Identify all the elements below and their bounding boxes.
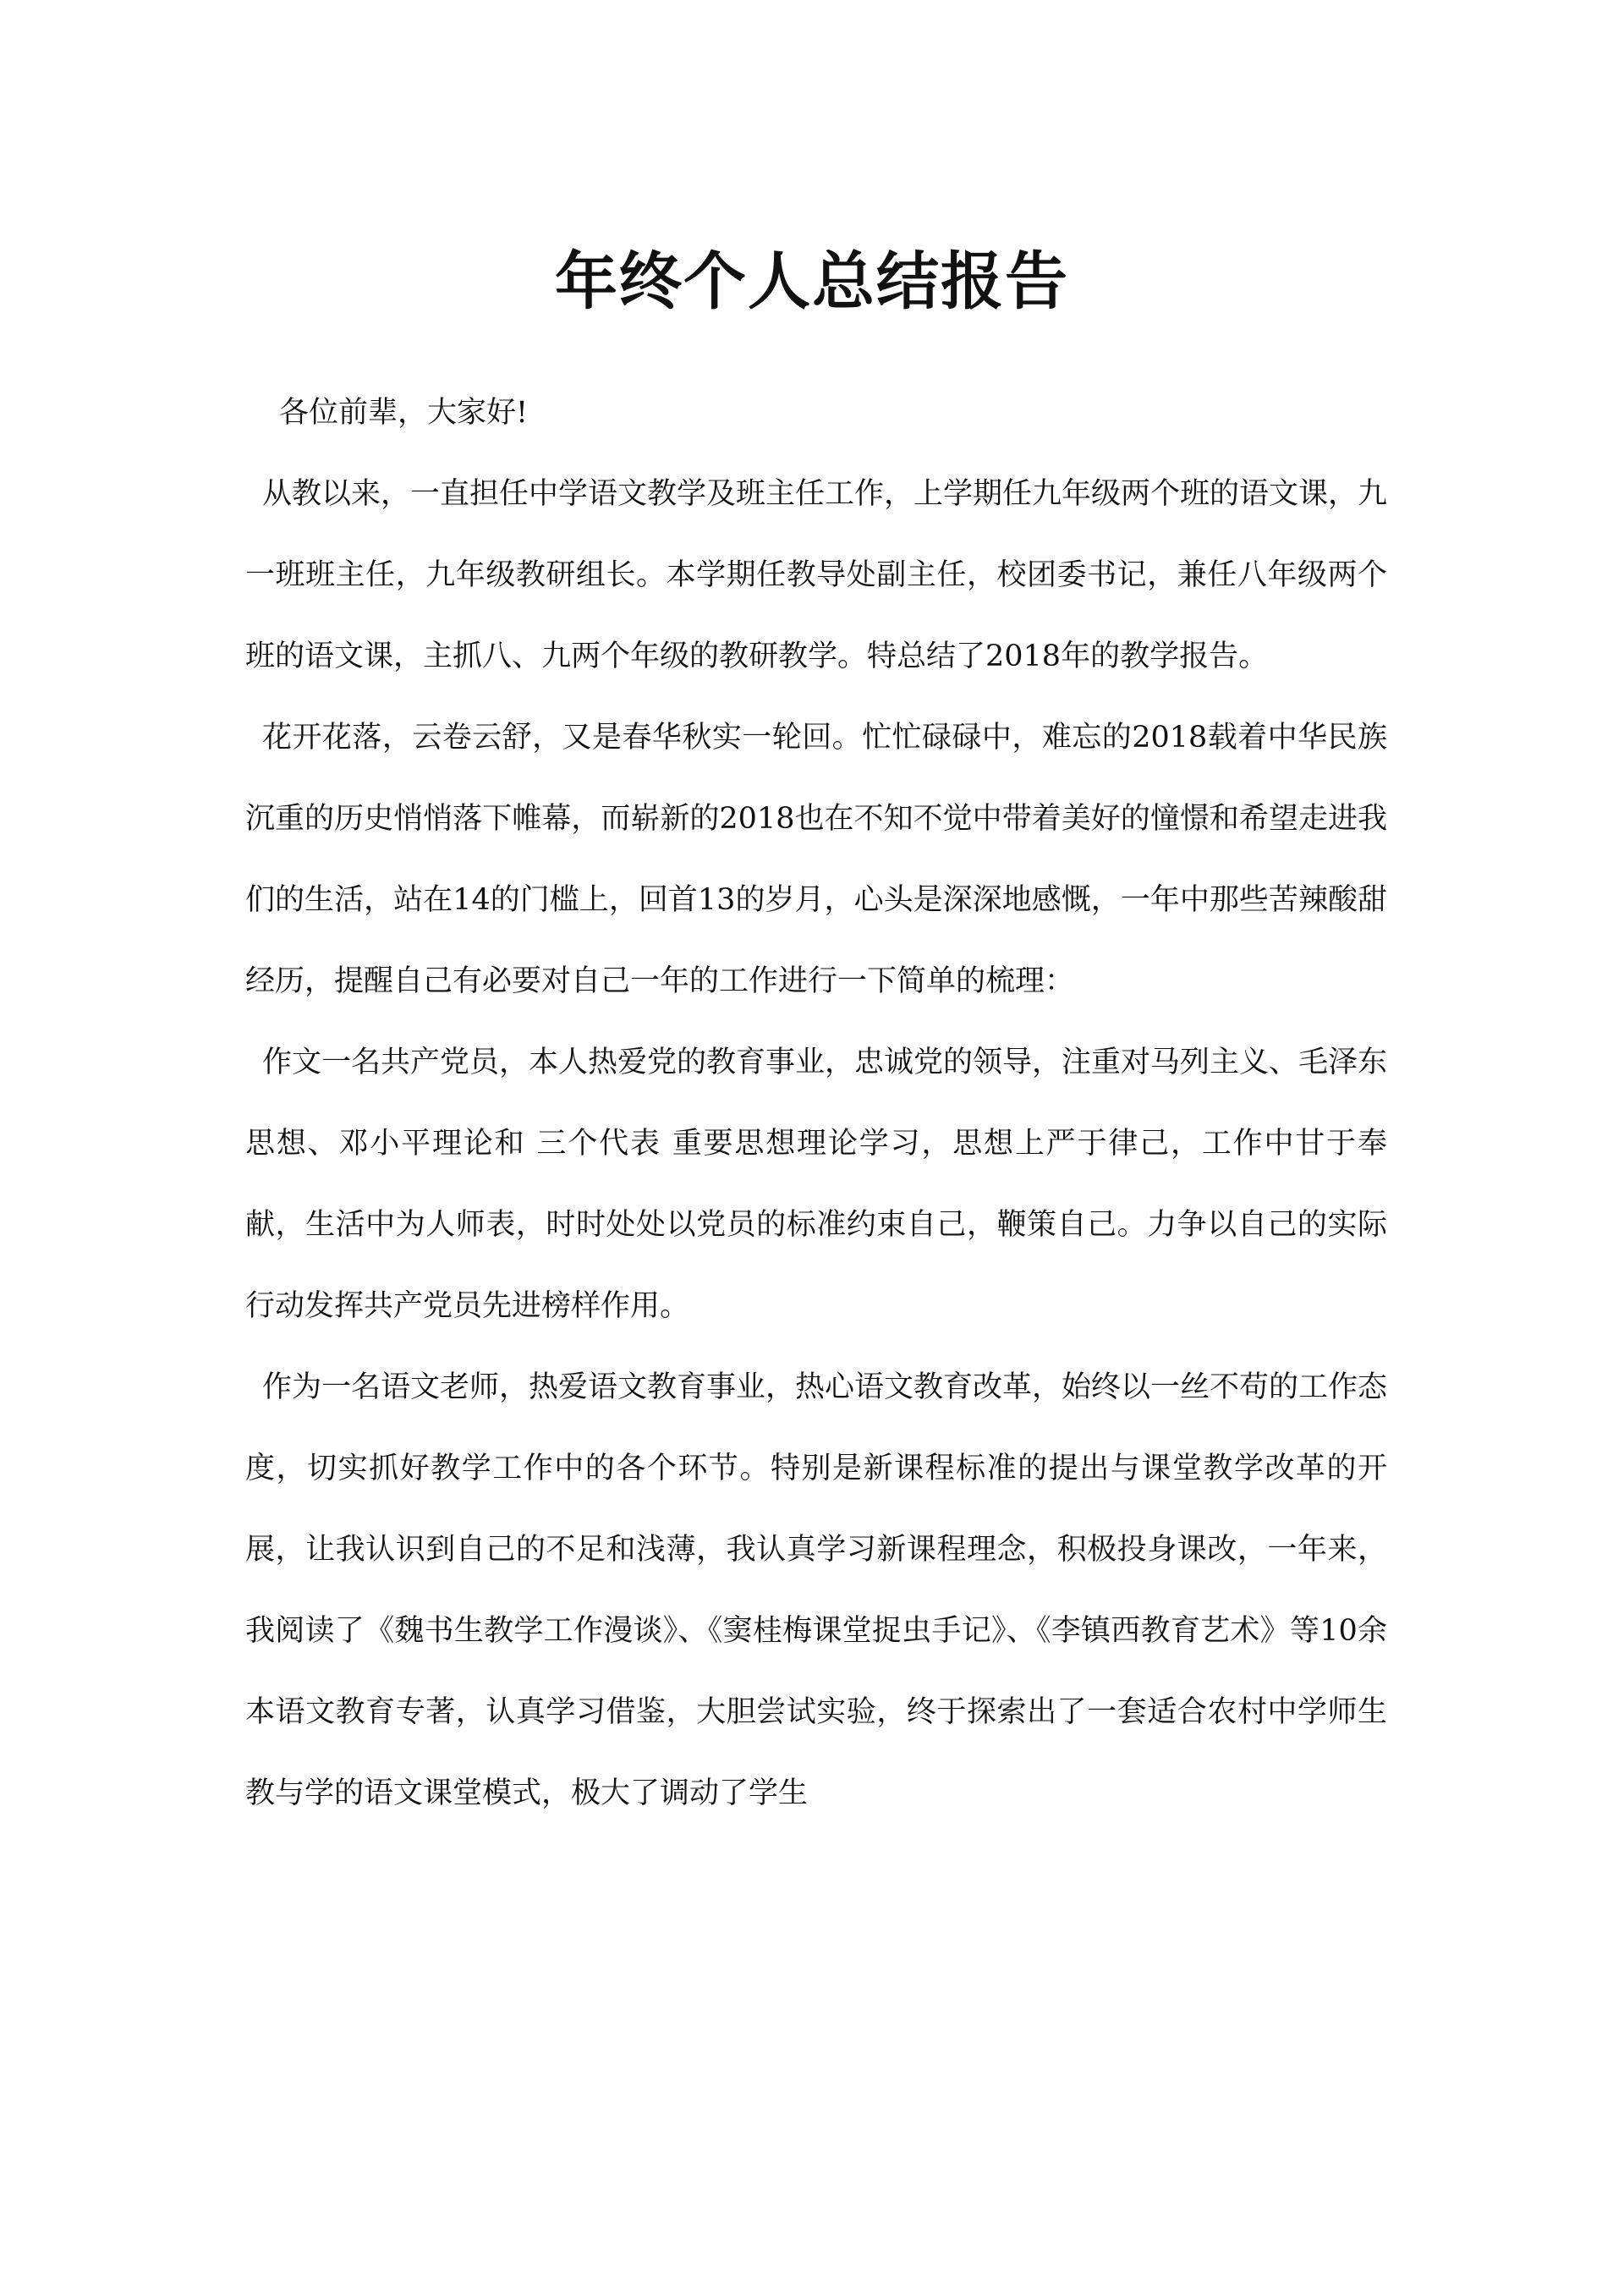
document-body [245,372,1387,1834]
paragraph-chinese-teacher: 作为一名语文老师，热爱语文教育事业，热心语文教育改革，始终以一丝不苟的工作态度，切实抓好教学工作中的各个环节。特别是新课程标准的提出与课堂教学改革的开展，让我认识到自己的不足和浅薄，我认真学习新课程理念，积极投身课改，一年来，我阅读了《魏书生教学工作漫谈》、《窦桂梅课堂捉虫手记》、《李镇西教育艺术》等10余本语文教育专著，认真学习借鉴，大胆尝试实验，终于探索出了一套适合农村中学师生教与学的语文课堂模式，极大了调动了学生 [245,1370,1388,1810]
greeting-paragraph: 各位前辈，大家好! [279,396,529,430]
paragraph-year-reflection: 花开花落，云卷云舒，又是春华秋实一轮回。忙忙碌碌中，难忘的2018载着中华民族沉重的历史悄悄落下帷幕，而崭新的2018也在不知不觉中带着美好的憧憬和希望走进我们的生活，站在14的门槛上，回首13的岁月，心头是深深地感慨，一年中那些苦辣酸甜经历，提醒自己有必要对自己一年的工作进行一下简单的梳理： [245,721,1387,998]
paragraph-teaching-duties: 从教以来，一直担任中学语文教学及班主任工作，上学期任九年级两个班的语文课，九一班班主任，九年级教研组长。本学期任教导处副主任，校团委书记，兼任八年级两个班的语文课，主抓八、九两个年级的教研教学。特总结了2018年的教学报告。 [245,477,1388,673]
document-title: 年终个人总结报告 [555,244,1069,318]
paragraph-party-member: 作文一名共产党员，本人热爱党的教育事业，忠诚党的领导，注重对马列主义、毛泽东思想、邓小平理论和 三个代表 重要思想理论学习，思想上严于律己，工作中甘于奉献，生活中为人师表，时时处处以党员的标准约束自己，鞭策自己。力争以自己的实际行动发挥共产党员先进榜样作用。 [245,1046,1388,1323]
